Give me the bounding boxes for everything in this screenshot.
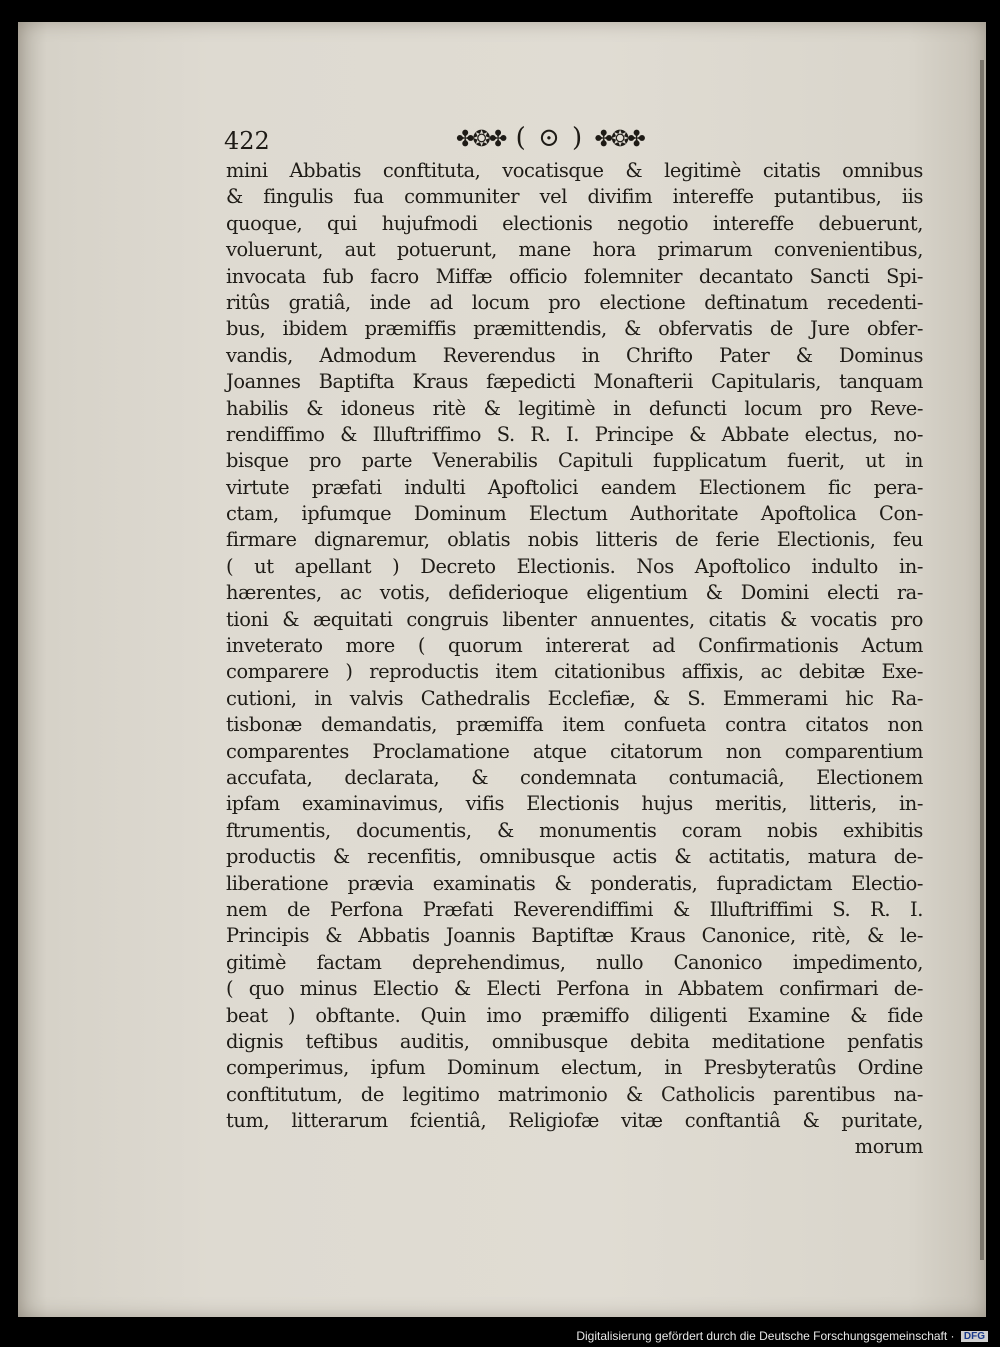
text-line: cutioni, in valvis Cathedralis Ecclefiæ, & S. Emmerami hic Ra- [226, 686, 923, 710]
text-line: tum, litterarum fcientiâ, Religiofæ vitæ conftantiâ & puritate, [226, 1109, 923, 1133]
text-line: bus, ibidem præmiffis præmittendis, & obfervatis de Jure obfer- [226, 317, 923, 341]
text-line: firmare dignaremur, oblatis nobis litteris de ferie Electionis, feu [226, 528, 923, 552]
text-line: vandis, Admodum Reverendus in Chrifto Pater & Dominus [226, 343, 923, 367]
text-line: ftrumentis, documentis, & monumentis coram nobis exhibitis [226, 818, 923, 842]
text-line: conftitutum, de legitimo matrimonio & Catholicis parentibus na- [226, 1082, 923, 1106]
text-line: inveterato more ( quorum intererat ad Confirmationis Actum [226, 634, 923, 658]
catchword: morum [854, 1135, 923, 1159]
text-line: productis & recenfitis, omnibusque actis & actitatis, matura de- [226, 845, 923, 869]
credit-text: Digitalisierung gefördert durch die Deutsche Forschungsgemeinschaft · [576, 1329, 955, 1343]
text-line: & fingulis fua communiter vel divifim intereffe putantibus, iis [226, 185, 923, 209]
text-line: comparere ) reproductis item citationibus affixis, ac debitæ Exe- [226, 660, 923, 684]
text-line: ( ut apellant ) Decreto Electionis. Nos Apoftolico indulto in- [226, 554, 923, 578]
text-line: ( quo minus Electio & Electi Perfona in Abbatem confirmari de- [226, 977, 923, 1001]
digitization-credit [576, 1329, 988, 1343]
ornament-center-icon: ( ⊙ ) [515, 123, 585, 153]
text-line: Principis & Abbatis Joannis Baptiftæ Kraus Canonice, ritè, & le- [226, 924, 923, 948]
text-line: ctam, ipfumque Dominum Electum Authoritate Apoftolica Con- [226, 502, 923, 526]
text-line: gitimè factam deprehendimus, nullo Canonico impedimento, [226, 950, 923, 974]
text-line: mini Abbatis conftituta, vocatisque & legitimè citatis omnibus [226, 159, 923, 182]
text-line: Joannes Baptifta Kraus fæpedicti Monafterii Capitularis, tanquam [226, 370, 923, 394]
text-line: tioni & æquitati congruis libenter annuentes, citatis & vocatis pro [226, 607, 923, 631]
dfg-logo-icon: DFG [961, 1331, 988, 1342]
text-line: rendiffimo & Illuftriffimo S. R. I. Principe & Abbate electus, no- [226, 422, 923, 446]
text-line: comperimus, ipfum Dominum electum, in Presbyteratûs Ordine [226, 1056, 923, 1080]
text-line: nem de Perfona Præfati Reverendiffimi & Illuftriffimi S. R. I. [226, 897, 923, 921]
page-header [224, 123, 924, 157]
text-line: beat ) obftante. Quin imo præmiffo diligenti Examine & fide [226, 1003, 923, 1027]
text-line: quoque, qui hujufmodi electionis negotio intereffe debuerunt, [226, 211, 923, 235]
text-line: voluerunt, aut potuerunt, mane hora primarum convenientibus, [226, 238, 923, 262]
ornament-left-icon: ✤❂✤ [456, 127, 506, 152]
text-line: bisque pro parte Venerabilis Capituli fupplicatum fuerit, ut in [226, 449, 923, 473]
text-line: virtute præfati indulti Apoftolici eandem Electionem fic pera- [226, 475, 923, 499]
text-line: hærentes, ac votis, defiderioque eligentium & Domini electi ra- [226, 581, 923, 605]
header-ornament [456, 123, 644, 153]
text-line: invocata fub facro Miffæ officio folemniter decantato Sancti Spi- [226, 264, 923, 288]
text-line: ipfam examinavimus, vifis Electionis hujus meritis, litteris, in- [226, 792, 923, 816]
text-line: ritûs gratiâ, inde ad locum pro electione deftinatum recedenti- [226, 290, 923, 314]
text-line: habilis & idoneus ritè & legitimè in defuncti locum pro Reve- [226, 396, 923, 420]
page-edge-shadow [980, 60, 984, 1260]
text-line: tisbonæ demandatis, præmiffa item confueta contra citatos non [226, 713, 923, 737]
page-number: 422 [224, 127, 270, 155]
text-line: liberatione prævia examinatis & ponderatis, fupradictam Electio- [226, 871, 923, 895]
text-line: dignis teftibus auditis, omnibusque debita meditatione penfatis [226, 1029, 923, 1053]
text-line: comparentes Proclamatione atque citatorum non comparentium [226, 739, 923, 763]
text-line: accufata, declarata, & condemnata contumaciâ, Electionem [226, 765, 923, 789]
body-text [226, 158, 923, 1161]
ornament-right-icon: ✤❂✤ [594, 127, 644, 152]
